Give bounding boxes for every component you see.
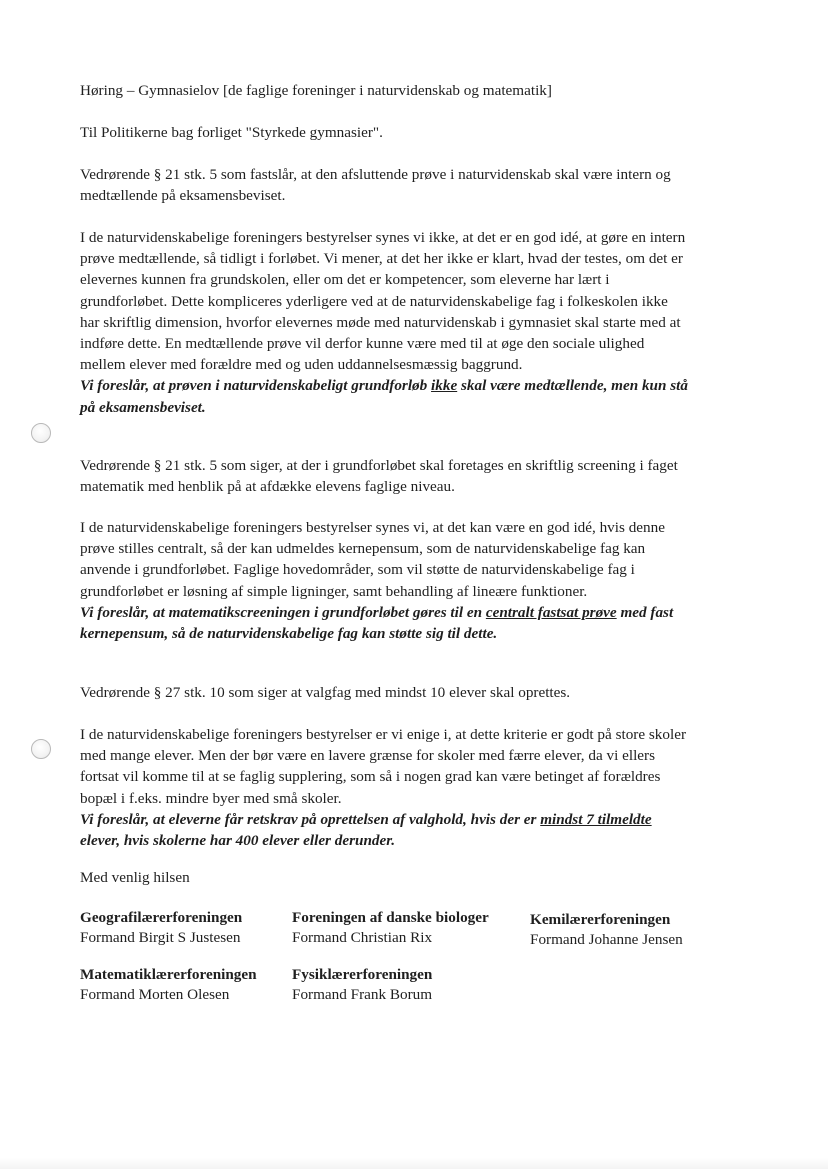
- salutation: [80, 122, 748, 143]
- section2-reference: [80, 455, 748, 497]
- section2-ref-line: Vedrørende § 21 stk. 5 som siger, at der i grundforløbet skal foretages en skriftlig screening i faget: [80, 457, 678, 474]
- section3-body-line: I de naturvidenskabelige foreningers bestyrelser er vi enige i, at dette kriterie er godt på store skoler: [80, 726, 687, 743]
- section1-proposal-underlined: ikke: [431, 377, 458, 395]
- signature-name: Formand Frank Borum: [292, 986, 433, 1003]
- section1-ref-line: Vedrørende § 21 stk. 5 som fastslår, at den afsluttende prøve i naturvidenskab skal være intern og: [80, 166, 671, 183]
- signature-org: Foreningen af danske biologer: [292, 909, 489, 926]
- section1-body-line: indføre dette. En medtællende prøve vil derfor kunne være med til at øge den sociale ulighed: [80, 335, 645, 353]
- section2-proposal-text: med fast: [616, 603, 674, 621]
- closing-text: Med venlig hilsen: [80, 869, 190, 886]
- section1-body-line: mellem elever med forældre med og uden uddannelsesmæssig baggrund.: [80, 356, 523, 374]
- section1-reference: [80, 164, 748, 206]
- section2-body-line: prøve stilles centralt, så der kan udmeldes kernepensum, som de naturvidenskabelige fag kan: [80, 540, 646, 558]
- section2-proposal-line: kernepensum, så de naturvidenskabelige fag kan støtte sig til dette.: [80, 625, 498, 643]
- section3-proposal-text: Vi foreslår, at eleverne får retskrav på oprettelsen af valghold, hvis der er: [80, 810, 541, 828]
- section1-proposal-text: skal være medtællende, men kun stå: [457, 377, 688, 395]
- section2-proposal-text: Vi foreslår, at matematikscreeningen i grundforløbet gøres til en: [80, 603, 486, 621]
- section3-reference: [80, 682, 748, 703]
- section1-ref-line: medtællende på eksamensbeviset.: [80, 187, 286, 205]
- section1-proposal: [80, 375, 748, 396]
- closing: [80, 867, 748, 888]
- document-heading: [80, 80, 748, 101]
- section3-body-line: bopæl i f.eks. mindre byer med små skoler.: [80, 789, 342, 807]
- section3-ref-line: Vedrørende § 27 stk. 10 som siger at valgfag med mindst 10 elever skal oprettes.: [80, 684, 571, 701]
- section1-body: [80, 227, 748, 418]
- section1-body-line: grundforløbet. Dette kompliceres yderligere ved at de naturvidenskabelige fag i folkeskolen ikke: [80, 292, 668, 310]
- punch-hole-upper: [31, 423, 51, 443]
- section2-body: [80, 517, 748, 644]
- section3-proposal-underlined: mindst 7 tilmeldte: [540, 810, 652, 828]
- section1-body-line: elevernes kunnen fra grundskolen, eller om det er kompetencer, som eleverne har lært i: [80, 271, 610, 289]
- section3-proposal-line: elever, hvis skolerne har 400 elever eller derunder.: [80, 832, 396, 850]
- signature-org: Fysiklærerforeningen: [292, 966, 433, 983]
- punch-hole-lower: [31, 739, 51, 759]
- signature-matematik: [80, 965, 257, 1005]
- signature-org: Kemilærerforeningen: [530, 911, 671, 928]
- section2-body-line: I de naturvidenskabelige foreningers bestyrelser synes vi, at det kan være en god idé, hvis denne: [80, 519, 665, 536]
- section3-proposal: [80, 809, 748, 830]
- signature-kemi: [530, 910, 683, 950]
- scan-edge-shade: [0, 1158, 828, 1169]
- section2-body-line: anvende i grundforløbet. Faglige hovedområder, som vil støtte de naturvidenskabelige fag i: [80, 561, 635, 579]
- signature-fysik: [292, 965, 432, 1005]
- signature-geografi: [80, 908, 242, 948]
- signature-biologer: [292, 908, 489, 948]
- section1-proposal-line: på eksamensbeviset.: [80, 398, 206, 416]
- section2-body-line: grundforløbet er løsning af simple ligninger, samt behandling af lineære funktioner.: [80, 582, 588, 600]
- signature-org: Geografilærerforeningen: [80, 909, 243, 926]
- heading-text: Høring – Gymnasielov [de faglige foreninger i naturvidenskab og matematik]: [80, 82, 552, 99]
- section2-proposal-underlined: centralt fastsat prøve: [485, 603, 617, 621]
- section2-ref-line: matematik med henblik på at afdække elevens faglige niveau.: [80, 478, 455, 496]
- section3-body-line: med mange elever. Men der bør være en lavere grænse for skoler med færre elever, da vi ellers: [80, 747, 656, 765]
- section1-body-line: prøve medtællende, så tidligt i forløbet. Vi mener, at det her ikke er klart, hvad der testes, om det er: [80, 250, 683, 268]
- section2-proposal: [80, 602, 748, 623]
- section1-proposal-text: Vi foreslår, at prøven i naturvidenskabeligt grundforløb: [80, 377, 432, 395]
- signature-org: Matematiklærerforeningen: [80, 966, 257, 983]
- signature-name: Formand Morten Olesen: [80, 986, 230, 1003]
- signature-name: Formand Birgit S Justesen: [80, 929, 241, 946]
- section3-body-line: fortsat vil komme til at se faglig supplering, som så i nogen grad kan være betinget af forældres: [80, 768, 661, 786]
- section3-body: [80, 724, 748, 851]
- section1-body-line: har skriftlig dimension, hvorfor elevernes møde med naturvidenskab i gymnasiet skal starte med at: [80, 313, 681, 331]
- section1-body-line: I de naturvidenskabelige foreningers bestyrelser synes vi ikke, at det er en god idé, at gøre en intern: [80, 229, 686, 246]
- signature-name: Formand Christian Rix: [292, 929, 433, 946]
- salutation-text: Til Politikerne bag forliget "Styrkede gymnasier".: [80, 124, 383, 141]
- signature-name: Formand Johanne Jensen: [530, 931, 683, 948]
